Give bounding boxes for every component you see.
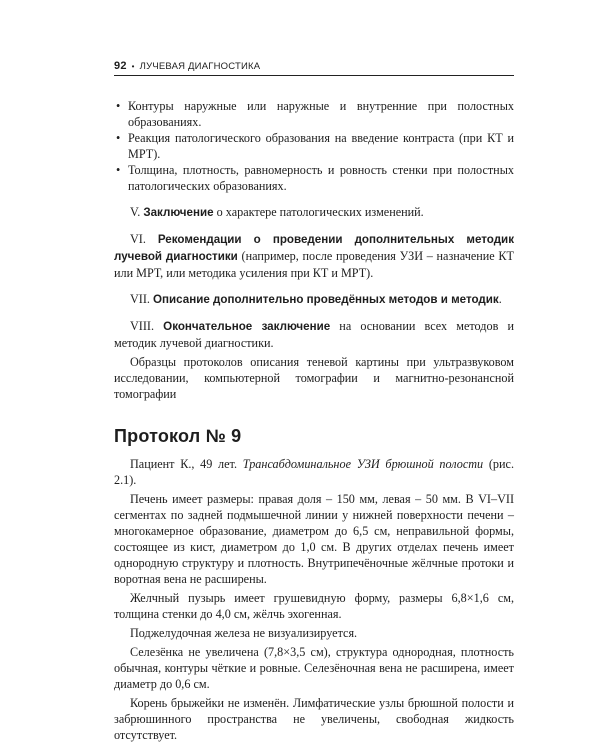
list-item: • Толщина, плотность, равномерность и ровность стенки при полостных патологических образованиях.: [114, 162, 514, 194]
header-bullet: •: [131, 62, 135, 71]
mesentery-paragraph: Корень брыжейки не изменён. Лимфатические узлы брюшной полости и забрюшинного пространства не увеличены, свободная жидкость отсутствует.: [114, 696, 514, 742]
section-text: .: [498, 292, 502, 306]
section-heading: Рекомендации о проведении дополнительных методик лучевой диагностики: [114, 233, 514, 263]
page-number: 92: [114, 60, 127, 72]
liver-paragraph: Печень имеет размеры: правая доля – 150 мм, левая – 50 мм. В VI–VII сегментах по задней подмышечной линии у нижней поверхности печени – многокамерное образование, диаметром до 6,5 см, неправильной формы, состоящее из кист, диаметром до 1,0 см. В других отделах печень имеет однородную структуру и плотность. Внутрипечёночные жёлчные протоки и воротная вена не расширены.: [114, 492, 514, 586]
section-heading: Заключение: [143, 206, 214, 219]
section-text: (например, после проведения УЗИ – назначение КТ или МРТ, или методика усиления при КТ и МРТ).: [114, 249, 514, 280]
protocol-title: Протокол № 9: [114, 426, 242, 446]
section-text: о характере патологических изменений.: [213, 205, 424, 219]
gallbladder-paragraph: Желчный пузырь имеет грушевидную форму, размеры 6,8×1,6 см, толщина стенки до 4,0 см, жёлчь эхогенная.: [114, 591, 514, 621]
spleen-paragraph: Селезёнка не увеличена (7,8×3,5 см), структура однородная, плотность обычная, контуры чёткие и ровные. Селезёночная вена не расширена, имеет диаметр до 0,6 см.: [114, 645, 514, 691]
figure-ref: (рис. 2.1).: [114, 457, 514, 487]
exam-type: Трансабдоминальное УЗИ брюшной полости: [242, 457, 484, 471]
section-viii: [114, 318, 514, 351]
section-text: на основании всех методов и методик лучевой диагностики.: [114, 319, 514, 350]
list-item: • Реакция патологического образования на введение контраста (при КТ и МРТ).: [114, 130, 514, 162]
section-heading: Окончательное заключение: [163, 320, 331, 333]
section-vi: [114, 231, 514, 281]
book-page: [114, 60, 514, 743]
protocol-body: [114, 456, 514, 743]
running-head: [114, 60, 514, 76]
section-vii: [114, 291, 514, 308]
section-v: [114, 204, 514, 221]
list-item: • Контуры наружные или наружные и внутренние при полостных образованиях.: [114, 98, 514, 130]
section-number: VII.: [130, 292, 154, 306]
samples-note: Образцы протоколов описания теневой картины при ультразвуковом исследовании, компьютерной томографии и магнитно-резонансной томографии: [114, 355, 514, 401]
section-title: ЛУЧЕВАЯ ДИАГНОСТИКА: [139, 61, 261, 72]
criteria-list: [114, 98, 514, 194]
section-number: VIII.: [130, 319, 164, 333]
section-heading: Описание дополнительно проведённых методов и методик: [153, 293, 499, 306]
pancreas-paragraph: Поджелудочная железа не визуализируется.: [130, 626, 358, 640]
section-number: V.: [130, 205, 144, 219]
patient-info: Пациент К., 49 лет.: [130, 457, 243, 471]
page-content: [114, 98, 514, 743]
patient-line: [114, 456, 514, 488]
section-number: VI.: [130, 232, 158, 246]
